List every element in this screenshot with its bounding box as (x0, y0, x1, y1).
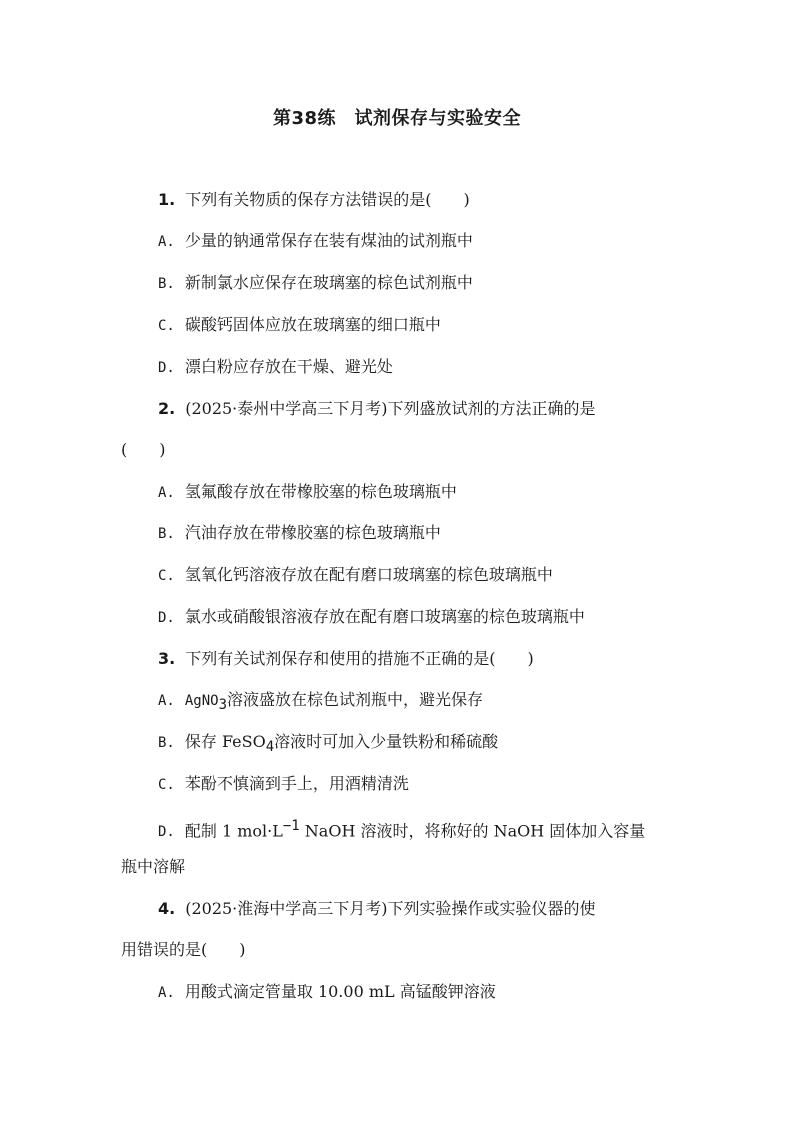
q1-option-a (158, 230, 473, 253)
q2-option-b (158, 522, 441, 545)
option-text: 碳酸钙固体应放在玻璃塞的细口瓶中 (184, 315, 441, 334)
q3-option-b (158, 731, 498, 758)
page-title: 第38练 试剂保存与实验安全 (272, 108, 522, 129)
option-text: 氯水或硝酸银溶液存放在配有磨口玻璃塞的棕色玻璃瓶中 (184, 607, 585, 626)
option-letter: C. (158, 777, 175, 793)
question-text: 下列有关试剂保存和使用的措施不正确的是( ) (185, 649, 534, 668)
q3-option-c (158, 773, 409, 796)
option-letter: B. (158, 526, 175, 542)
question-1-stem (158, 189, 470, 211)
q3-option-d (158, 815, 645, 843)
option-text: 少量的钠通常保存在装有煤油的试剂瓶中 (184, 231, 473, 250)
question-2-stem-cont: ( ) (121, 440, 166, 459)
option-text: 氢氧化钙溶液存放在配有磨口玻璃塞的棕色玻璃瓶中 (184, 565, 553, 584)
q3-option-a (158, 689, 483, 716)
option-text: 溶液时可加入少量铁粉和稀硫酸 (274, 732, 499, 751)
formula-superscript: −1 (282, 818, 300, 834)
q3-option-d-cont: 瓶中溶解 (121, 857, 186, 876)
option-text: NaOH 溶液时，将称好的 NaOH 固体加入容量 (299, 821, 646, 841)
option-text: 用酸式滴定管量取 10.00 mL 高锰酸钾溶液 (184, 982, 496, 1001)
formula-subscript: 3 (218, 697, 228, 714)
option-letter: A. (158, 985, 175, 1001)
question-number: 3. (158, 649, 176, 668)
question-3-stem (158, 648, 534, 670)
question-4-stem (158, 898, 596, 920)
formula: AgNO (184, 693, 219, 709)
question-number: 1. (158, 190, 176, 209)
q4-option-a (158, 981, 496, 1004)
question-number: 4. (158, 899, 176, 918)
option-text: 汽油存放在带橡胶塞的棕色玻璃瓶中 (184, 523, 441, 542)
q2-option-c (158, 564, 553, 587)
option-letter: C. (158, 318, 175, 334)
option-text: 氢氟酸存放在带橡胶塞的棕色玻璃瓶中 (184, 482, 457, 501)
option-text: 新制氯水应保存在玻璃塞的棕色试剂瓶中 (184, 273, 473, 292)
question-text: (2025·淮海中学高三下月考)下列实验操作或实验仪器的使 (185, 899, 596, 918)
q2-option-a (158, 481, 457, 504)
option-letter: B. (158, 276, 175, 292)
option-text: 漂白粉应存放在干燥、避光处 (184, 357, 393, 376)
option-letter: D. (158, 610, 175, 626)
option-letter: A. (158, 234, 175, 250)
question-4-stem-cont: 用错误的是( ) (121, 940, 246, 959)
formula: 保存 FeSO (184, 732, 266, 751)
option-text: 苯酚不慎滴到手上，用酒精清洗 (184, 774, 409, 793)
option-letter: D. (158, 824, 175, 841)
question-2-stem (158, 398, 596, 420)
option-letter: A. (158, 693, 175, 709)
q1-option-b (158, 272, 473, 295)
formula: 配制 1 mol·L (184, 821, 283, 841)
option-text: 溶液盛放在棕色试剂瓶中，避光保存 (227, 690, 484, 709)
q1-option-d (158, 356, 393, 379)
q1-option-c (158, 314, 441, 337)
question-text: (2025·泰州中学高三下月考)下列盛放试剂的方法正确的是 (185, 399, 596, 418)
option-letter: A. (158, 485, 175, 501)
question-text: 下列有关物质的保存方法错误的是( ) (185, 190, 470, 209)
q2-option-d (158, 606, 585, 629)
question-number: 2. (158, 399, 176, 418)
option-letter: C. (158, 568, 175, 584)
option-letter: D. (158, 360, 175, 376)
option-letter: B. (158, 735, 175, 751)
formula-subscript: 4 (265, 739, 275, 756)
